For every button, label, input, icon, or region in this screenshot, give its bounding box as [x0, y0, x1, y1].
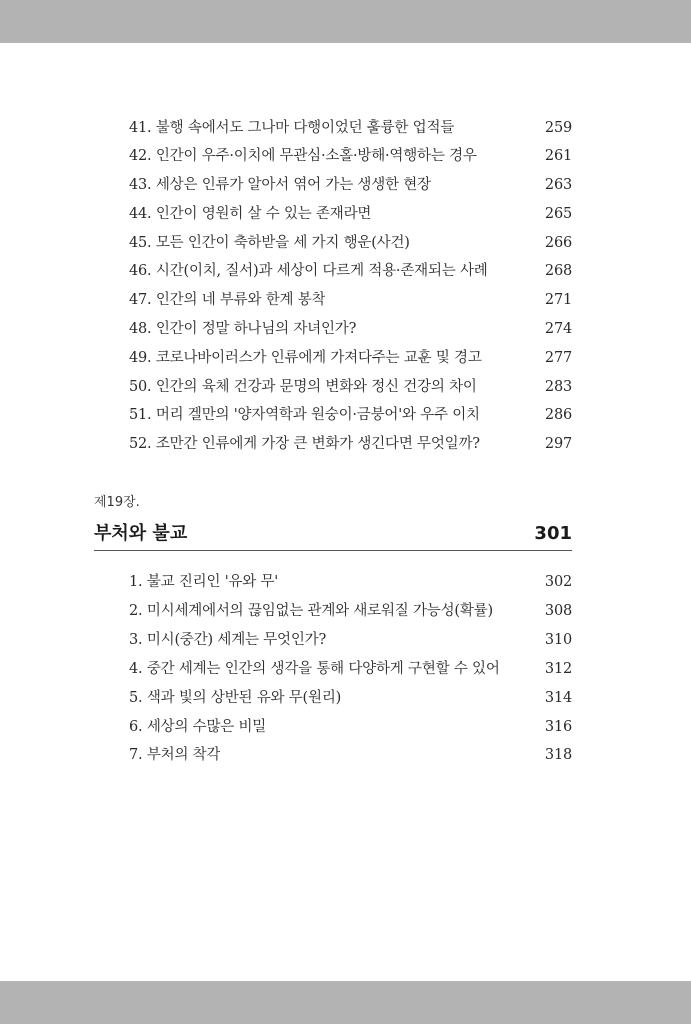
- toc-entry: [129, 202, 572, 224]
- toc-entry: [129, 288, 572, 310]
- toc-entry: [129, 599, 572, 621]
- toc-entry-page: 297: [544, 436, 572, 452]
- toc-entry-page: 302: [544, 574, 572, 590]
- toc-entry-page: 318: [544, 747, 572, 763]
- toc-entry: [129, 432, 572, 454]
- toc-entry-title: 48. 인간이 정말 하나님의 자녀인가?: [129, 321, 357, 337]
- toc-entry-page: 271: [544, 292, 572, 308]
- chapter-label: 제19장.: [94, 495, 140, 510]
- toc-entry-page: 314: [544, 690, 572, 706]
- toc-entry-page: 286: [544, 407, 572, 423]
- toc-entry-title: 42. 인간이 우주·이치에 무관심·소홀·방해·역행하는 경우: [129, 148, 477, 164]
- toc-entry-title: 51. 머리 겔만의 '양자역학과 원숭이·금붕어'와 우주 이치: [129, 407, 480, 423]
- toc-entry-page: 316: [544, 719, 572, 735]
- toc-entry-page: 268: [544, 263, 572, 279]
- toc-entry-title: 45. 모든 인간이 축하받을 세 가지 행운(사건): [129, 235, 410, 251]
- toc-entry: [129, 346, 572, 368]
- toc-entry-title: 3. 미시(중간) 세계는 무엇인가?: [129, 632, 327, 648]
- toc-entry-page: 312: [544, 661, 572, 677]
- toc-entry-title: 41. 불행 속에서도 그나마 다행이었던 훌륭한 업적들: [129, 120, 455, 136]
- toc-entry-page: 274: [544, 321, 572, 337]
- toc-entry: [129, 743, 572, 765]
- toc-entry: [129, 259, 572, 281]
- chapter-page: 301: [534, 523, 572, 544]
- toc-entry-page: 266: [544, 235, 572, 251]
- toc-entry-title: 52. 조만간 인류에게 가장 큰 변화가 생긴다면 무엇일까?: [129, 436, 480, 452]
- toc-entry-page: 259: [544, 120, 572, 136]
- bottom-margin-bar: [0, 981, 691, 1024]
- top-margin-bar: [0, 0, 691, 43]
- toc-entry: [129, 403, 572, 425]
- toc-entry-title: 49. 코로나바이러스가 인류에게 가져다주는 교훈 및 경고: [129, 350, 482, 366]
- chapter-title: 부처와 불교: [94, 523, 188, 544]
- toc-entry: [129, 628, 572, 650]
- toc-entry-page: 308: [544, 603, 572, 619]
- toc-entry: [129, 657, 572, 679]
- toc-entry-title: 50. 인간의 육체 건강과 문명의 변화와 정신 건강의 차이: [129, 379, 477, 395]
- toc-entry: [129, 375, 572, 397]
- toc-entry: [129, 317, 572, 339]
- toc-entry-page: 283: [544, 379, 572, 395]
- toc-entry: [129, 570, 572, 592]
- toc-entry-title: 47. 인간의 네 부류와 한계 봉착: [129, 292, 326, 308]
- toc-entry-page: 261: [544, 148, 572, 164]
- toc-entry-page: 310: [544, 632, 572, 648]
- toc-entry-title: 44. 인간이 영원히 살 수 있는 존재라면: [129, 206, 372, 222]
- toc-entry: [129, 715, 572, 737]
- toc-entry: [129, 231, 572, 253]
- toc-entry: [129, 173, 572, 195]
- toc-entry-title: 7. 부처의 착각: [129, 747, 221, 763]
- toc-entry-page: 263: [544, 177, 572, 193]
- toc-entry: [129, 144, 572, 166]
- toc-entry-title: 4. 중간 세계는 인간의 생각을 통해 다양하게 구현할 수 있어: [129, 661, 500, 677]
- toc-entry-title: 46. 시간(이치, 질서)과 세상이 다르게 적용·존재되는 사례: [129, 263, 488, 279]
- toc-entry-page: 277: [544, 350, 572, 366]
- toc-entry-title: 5. 색과 빛의 상반된 유와 무(원리): [129, 690, 342, 706]
- toc-entry: [129, 686, 572, 708]
- chapter-divider: [94, 550, 572, 551]
- toc-entry-title: 6. 세상의 수많은 비밀: [129, 719, 267, 735]
- toc-entry-page: 265: [544, 206, 572, 222]
- toc-entry-title: 43. 세상은 인류가 알아서 엮어 가는 생생한 현장: [129, 177, 431, 193]
- toc-entry-title: 1. 불교 진리인 '유와 무': [129, 574, 279, 590]
- toc-entry-title: 2. 미시세계에서의 끊임없는 관계와 새로워질 가능성(확률): [129, 603, 493, 619]
- toc-entry: [129, 116, 572, 138]
- chapter-heading: [94, 519, 572, 549]
